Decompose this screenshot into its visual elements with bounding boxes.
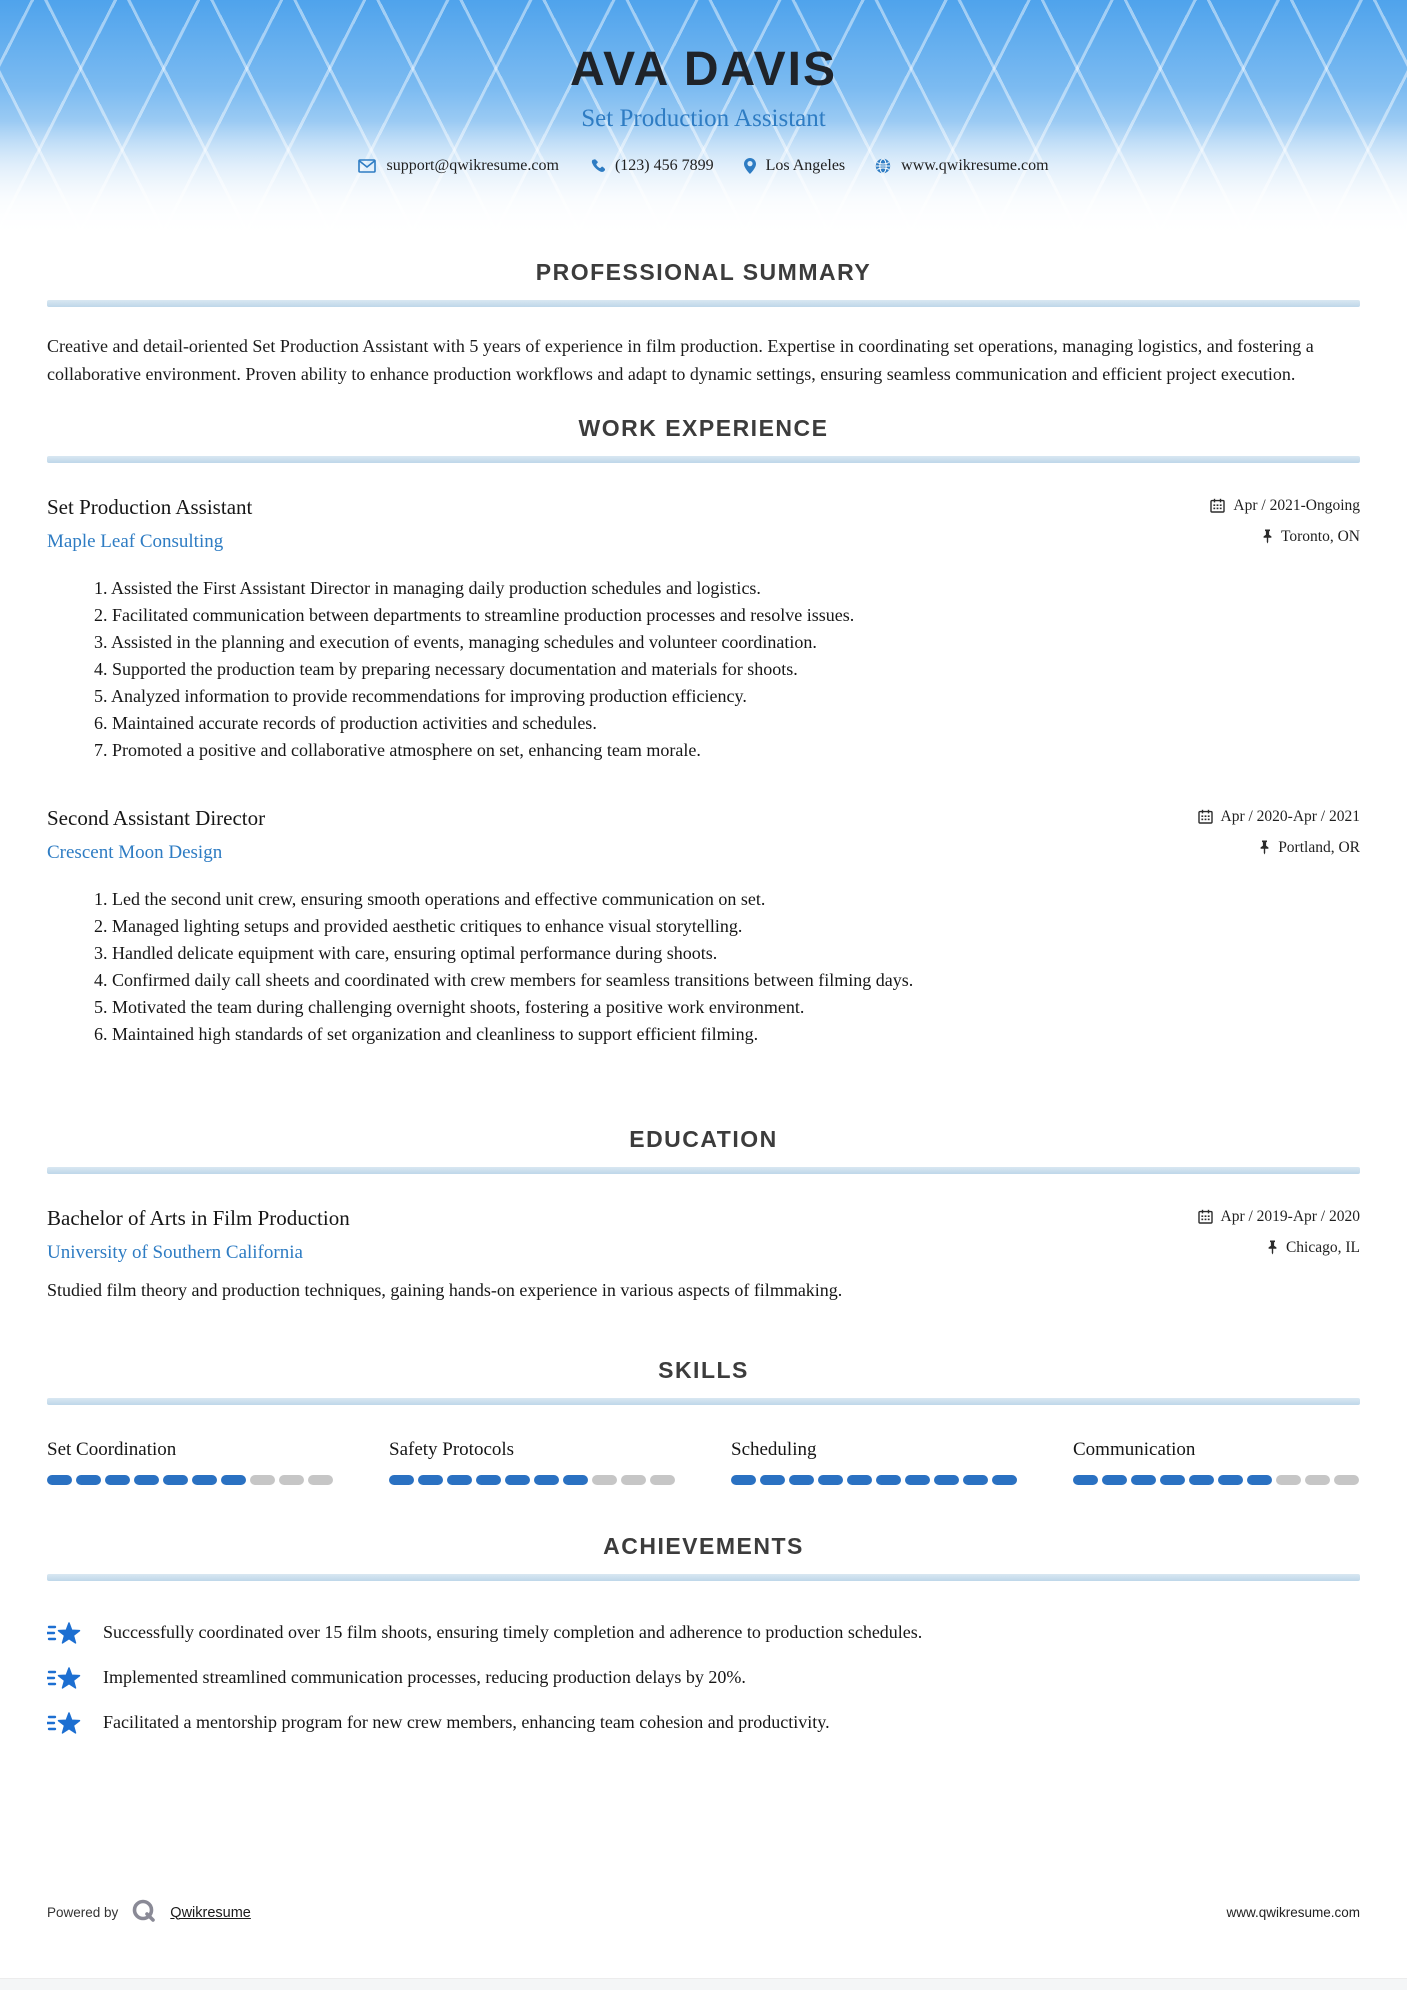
contact-location-text: Los Angeles — [765, 157, 846, 174]
skill-segment — [418, 1475, 443, 1485]
work-entry-head — [47, 495, 1360, 553]
skill-name: Safety Protocols — [389, 1438, 515, 1460]
achievement-item — [47, 1709, 1360, 1737]
pushpin-icon — [1259, 840, 1270, 855]
section-heading-skills: SKILLS — [658, 1356, 749, 1383]
skill-segment — [447, 1475, 472, 1485]
skill-segment — [105, 1475, 130, 1485]
pushpin-icon — [1267, 1240, 1278, 1255]
skill-bar — [389, 1475, 676, 1485]
contact-email — [358, 157, 558, 175]
job-bullet: Managed lighting setups and provided aesthetic critiques to enhance visual storytelling. — [112, 915, 743, 936]
achievement-text: Facilitated a mentorship program for new crew members, enhancing team cohesion and productivity. — [103, 1712, 830, 1733]
contact-phone — [589, 157, 714, 175]
work-entry-left — [47, 806, 265, 864]
job-company: Maple Leaf Consulting — [47, 530, 224, 552]
work-entry-left — [47, 495, 252, 553]
job-location: Toronto, ON — [1281, 527, 1360, 545]
skill-segment — [1073, 1475, 1098, 1485]
job-bullet: Promoted a positive and collaborative atmosphere on set, enhancing team morale. — [112, 739, 701, 760]
resume-body — [0, 259, 1407, 1737]
skill-item — [1073, 1439, 1360, 1485]
job-bullet: Maintained high standards of set organization and cleanliness to support efficient filming. — [112, 1023, 759, 1044]
skill-name: Communication — [1073, 1438, 1196, 1460]
school-name: University of Southern California — [47, 1241, 303, 1263]
job-location: Portland, OR — [1278, 838, 1360, 856]
skill-name: Scheduling — [731, 1438, 817, 1460]
contact-website — [875, 157, 1048, 175]
skill-bar — [731, 1475, 1018, 1485]
job-title: Second Assistant Director — [47, 805, 266, 830]
work-entry-head — [47, 806, 1360, 864]
contact-email-text: support@qwikresume.com — [386, 157, 559, 174]
person-title: Set Production Assistant — [581, 105, 826, 132]
header-banner — [0, 0, 1407, 233]
job-dates: Apr / 2020-Apr / 2021 — [1220, 807, 1360, 825]
achievement-item — [47, 1664, 1360, 1692]
education-dates: Apr / 2019-Apr / 2020 — [1220, 1207, 1360, 1225]
skill-segment — [963, 1475, 988, 1485]
qwikresume-q-icon — [130, 1897, 158, 1928]
skill-segment — [279, 1475, 304, 1485]
calendar-icon — [1198, 809, 1213, 824]
skill-segment — [1247, 1475, 1272, 1485]
skill-segment — [760, 1475, 785, 1485]
phone-icon — [589, 158, 605, 174]
work-entry — [47, 806, 1360, 1048]
degree-title: Bachelor of Arts in Film Production — [47, 1205, 350, 1230]
job-bullet: Motivated the team during challenging overnight shoots, fostering a positive work environment. — [112, 996, 805, 1017]
job-bullets — [94, 575, 1313, 764]
job-location-row — [1210, 528, 1360, 546]
skill-bar — [1073, 1475, 1360, 1485]
powered-by-label: Powered by — [47, 1905, 119, 1920]
skill-segment — [563, 1475, 588, 1485]
skill-segment — [1189, 1475, 1214, 1485]
contact-row — [0, 157, 1407, 175]
skill-segment — [163, 1475, 188, 1485]
skill-segment — [1276, 1475, 1301, 1485]
skill-segment — [505, 1475, 530, 1485]
job-dates-row — [1210, 497, 1360, 515]
job-bullet: Assisted in the planning and execution of events, managing schedules and volunteer coordination. — [111, 631, 817, 652]
section-heading-work: WORK EXPERIENCE — [578, 414, 829, 441]
skill-segment — [621, 1475, 646, 1485]
skill-segment — [250, 1475, 275, 1485]
footer-website: www.qwikresume.com — [1226, 1905, 1360, 1920]
education-dates-row — [1198, 1208, 1361, 1226]
job-dates: Apr / 2021-Ongoing — [1233, 496, 1360, 514]
calendar-icon — [1210, 498, 1225, 513]
skill-segment — [650, 1475, 675, 1485]
job-location-row — [1198, 839, 1361, 857]
qwikresume-link[interactable]: Qwikresume — [170, 1904, 251, 1921]
skill-segment — [192, 1475, 217, 1485]
education-entry-meta — [1198, 1206, 1361, 1257]
skill-segment — [592, 1475, 617, 1485]
education-location-row — [1198, 1239, 1361, 1257]
section-heading-achievements: ACHIEVEMENTS — [603, 1532, 804, 1559]
skill-segment — [308, 1475, 333, 1485]
section-heading-education: EDUCATION — [629, 1125, 778, 1152]
section-divider — [47, 1398, 1360, 1405]
person-name: AVA DAVIS — [570, 43, 837, 96]
skill-item — [731, 1439, 1018, 1485]
skill-segment — [134, 1475, 159, 1485]
skill-segment — [1305, 1475, 1330, 1485]
skill-segment — [731, 1475, 756, 1485]
shooting-star-icon — [47, 1664, 81, 1692]
skill-segment — [1218, 1475, 1243, 1485]
achievement-text: Successfully coordinated over 15 film shoots, ensuring timely completion and adherence to production schedules. — [103, 1622, 923, 1643]
skill-segment — [389, 1475, 414, 1485]
calendar-icon — [1198, 1209, 1213, 1224]
work-entry — [47, 495, 1360, 764]
job-bullet: Led the second unit crew, ensuring smooth operations and effective communication on set. — [112, 888, 766, 909]
skill-segment — [847, 1475, 872, 1485]
job-bullet: Handled delicate equipment with care, ensuring optimal performance during shoots. — [112, 942, 718, 963]
job-company: Crescent Moon Design — [47, 841, 223, 863]
skill-segment — [818, 1475, 843, 1485]
skill-segment — [476, 1475, 501, 1485]
skills-grid — [47, 1439, 1360, 1485]
skill-item — [389, 1439, 676, 1485]
contact-website-text: www.qwikresume.com — [901, 157, 1049, 174]
shooting-star-icon — [47, 1709, 81, 1737]
achievement-item — [47, 1619, 1360, 1647]
skill-segment — [47, 1475, 72, 1485]
shooting-star-icon — [47, 1619, 81, 1647]
skill-segment — [1102, 1475, 1127, 1485]
skill-segment — [1334, 1475, 1359, 1485]
contact-phone-text: (123) 456 7899 — [614, 157, 714, 174]
footer-branding — [47, 1897, 251, 1928]
envelope-icon — [358, 159, 376, 173]
work-entry-meta — [1198, 806, 1361, 857]
skill-segment — [905, 1475, 930, 1485]
job-bullet: Confirmed daily call sheets and coordinated with crew members for seamless transitions between filming days. — [112, 969, 914, 990]
skill-segment — [934, 1475, 959, 1485]
achievements-list — [47, 1619, 1360, 1737]
education-location: Chicago, IL — [1285, 1238, 1360, 1256]
skill-segment — [789, 1475, 814, 1485]
skill-segment — [76, 1475, 101, 1485]
job-bullet: Analyzed information to provide recommendations for improving production efficiency. — [111, 685, 747, 706]
education-entry-head — [47, 1206, 1360, 1264]
skill-segment — [534, 1475, 559, 1485]
pin-icon — [744, 158, 756, 174]
section-divider — [47, 300, 1360, 307]
skill-name: Set Coordination — [47, 1438, 177, 1460]
page-bottom-strip — [0, 1978, 1407, 1990]
skill-bar — [47, 1475, 334, 1485]
summary-text: Creative and detail-oriented Set Production Assistant with 5 years of experience in film production. Expertise in coordinating set operations, managing logistics, and fostering a collaborative environment. Proven ability to enhance production workflows and adapt to dynamic settings, ensuring seamless communication and efficient project execution. — [47, 336, 1314, 384]
section-heading-summary: PROFESSIONAL SUMMARY — [535, 259, 872, 285]
work-entry-meta — [1210, 495, 1360, 546]
job-bullet: Assisted the First Assistant Director in managing daily production schedules and logistics. — [111, 577, 761, 598]
achievement-text: Implemented streamlined communication processes, reducing production delays by 20%. — [103, 1667, 746, 1688]
job-bullet: Facilitated communication between departments to streamline production processes and resolve issues. — [112, 604, 855, 625]
skill-segment — [876, 1475, 901, 1485]
skill-segment — [1131, 1475, 1156, 1485]
contact-location — [744, 157, 846, 175]
education-entry-left — [47, 1206, 350, 1264]
skill-segment — [1160, 1475, 1185, 1485]
skill-item — [47, 1439, 334, 1485]
job-title: Set Production Assistant — [47, 494, 253, 519]
education-description: Studied film theory and production techniques, gaining hands-on experience in various aspects of filmmaking. — [47, 1279, 843, 1300]
skill-segment — [221, 1475, 246, 1485]
job-bullet: Maintained accurate records of production activities and schedules. — [112, 712, 597, 733]
education-entry — [47, 1206, 1360, 1301]
section-divider — [47, 1574, 1360, 1581]
job-bullet: Supported the production team by preparing necessary documentation and materials for shoots. — [112, 658, 798, 679]
job-dates-row — [1198, 808, 1361, 826]
job-bullets — [94, 886, 1313, 1048]
section-divider — [47, 456, 1360, 463]
footer — [47, 1897, 1360, 1928]
skill-segment — [992, 1475, 1017, 1485]
pushpin-icon — [1262, 529, 1273, 544]
section-divider — [47, 1167, 1360, 1174]
globe-icon — [875, 158, 891, 174]
